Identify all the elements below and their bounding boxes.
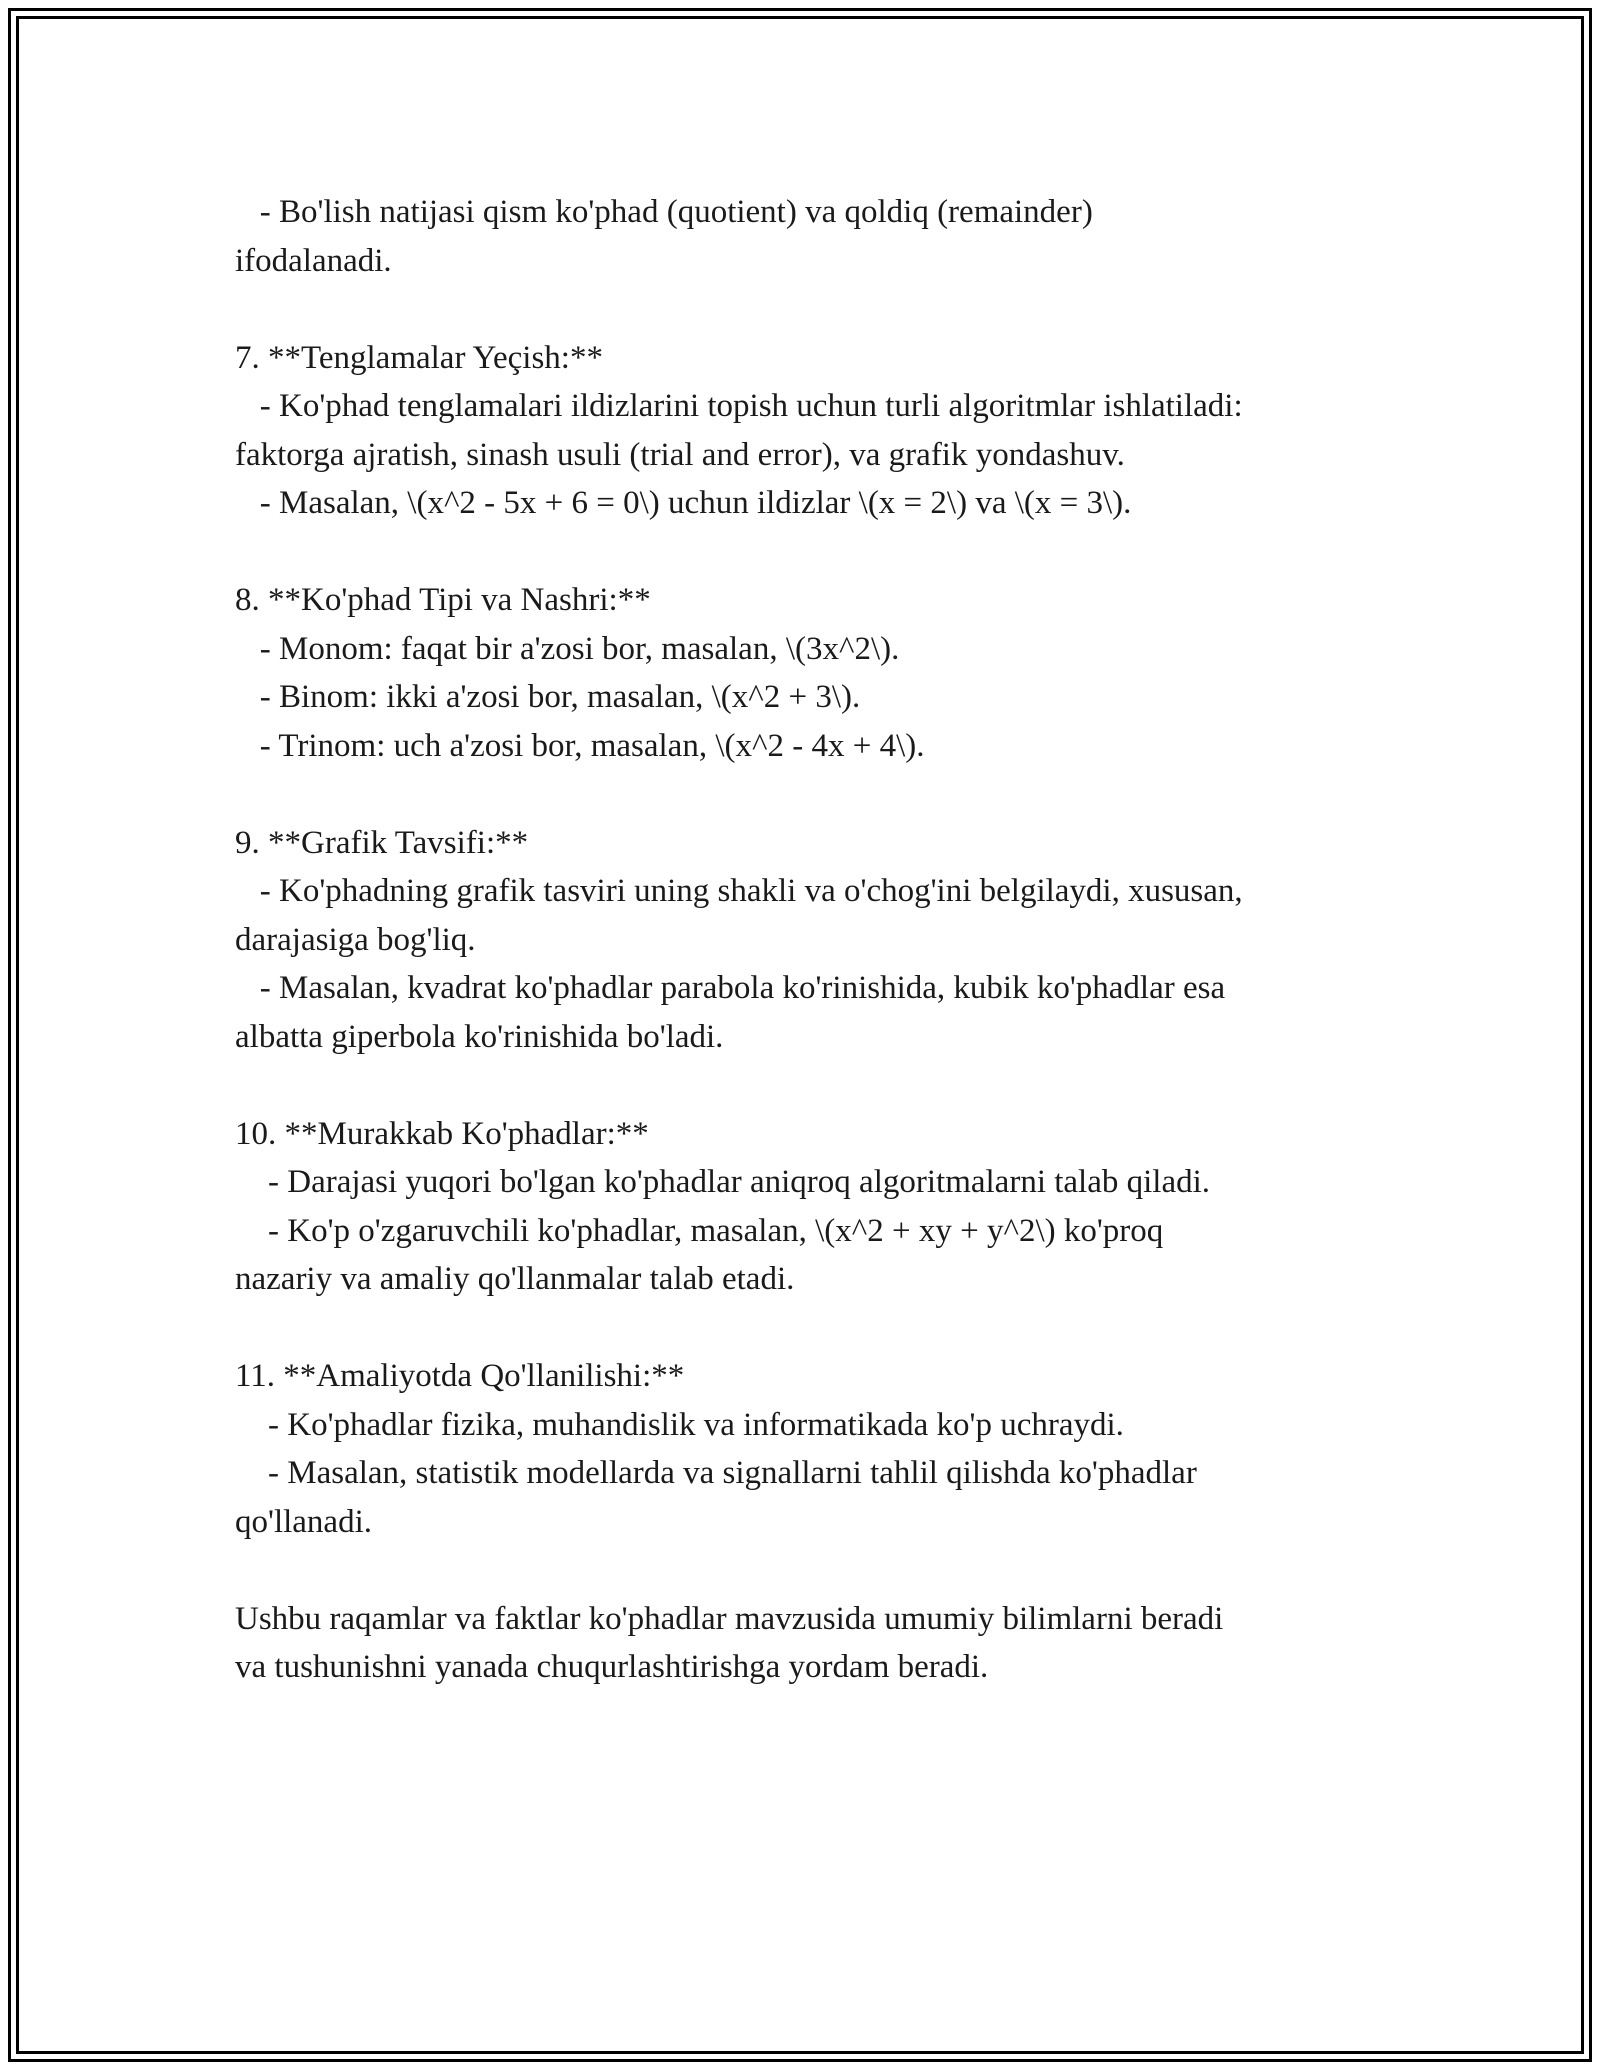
blank-line bbox=[235, 1061, 1375, 1110]
blank-line bbox=[235, 770, 1375, 819]
blank-line bbox=[235, 285, 1375, 334]
section-heading: 8. **Ko'phad Tipi va Nashri:** bbox=[235, 582, 651, 618]
section-heading: 7. **Tenglamalar Yeçish:** bbox=[235, 339, 603, 376]
text-line: - Darajasi yuqori bo'lgan ko'phadlar aniqroq algoritmalarni talab qiladi. bbox=[235, 1164, 1211, 1200]
text-line: darajasiga bog'liq. bbox=[235, 921, 476, 958]
blank-line bbox=[235, 1304, 1375, 1353]
text-line: qo'llanadi. bbox=[235, 1503, 372, 1540]
text-line: - Masalan, \(x^2 - 5x + 6 = 0\) uchun ildizlar \(x = 2\) va \(x = 3\). bbox=[235, 485, 1132, 521]
text-line: - Trinom: uch a'zosi bor, masalan, \(x^2 - 4x + 4\). bbox=[235, 727, 925, 764]
text-line: - Ko'p o'zgaruvchili ko'phadlar, masalan, \(x^2 + xy + y^2\) ko'proq bbox=[235, 1212, 1164, 1249]
document-body bbox=[235, 188, 1375, 1692]
blank-line bbox=[235, 1546, 1375, 1595]
section-heading: 10. **Murakkab Ko'phadlar:** bbox=[235, 1115, 649, 1152]
text-line: faktorga ajratish, sinash usuli (trial and error), va grafik yondashuv. bbox=[235, 436, 1125, 473]
blank-line bbox=[235, 528, 1375, 577]
conclusion-line: va tushunishni yanada chuqurlashtirishga yordam beradi. bbox=[235, 1649, 989, 1685]
text-line: - Binom: ikki a'zosi bor, masalan, \(x^2 + 3\). bbox=[235, 679, 861, 715]
text-line: albatta giperbola ko'rinishida bo'ladi. bbox=[235, 1018, 724, 1055]
text-line: - Masalan, statistik modellarda va signallarni tahlil qilishda ko'phadlar bbox=[235, 1455, 1197, 1491]
text-line: - Ko'phadning grafik tasviri uning shakli va o'chog'ini belgilaydi, xususan, bbox=[235, 873, 1243, 909]
text-line: nazariy va amaliy qo'llanmalar talab etadi. bbox=[235, 1261, 795, 1297]
section-heading: 11. **Amaliyotda Qo'llanilishi:** bbox=[235, 1358, 685, 1394]
text-line: - Bo'lish natijasi qism ko'phad (quotient) va qoldiq (remainder) bbox=[235, 194, 1093, 230]
text-line: - Ko'phad tenglamalari ildizlarini topish uchun turli algoritmlar ishlatiladi: bbox=[235, 388, 1243, 424]
text-line: ifodalanadi. bbox=[235, 242, 392, 279]
text-line: - Ko'phadlar fizika, muhandislik va informatikada ko'p uchraydi. bbox=[235, 1406, 1124, 1443]
section-heading: 9. **Grafik Tavsifi:** bbox=[235, 824, 529, 861]
text-line: - Masalan, kvadrat ko'phadlar parabola ko'rinishida, kubik ko'phadlar esa bbox=[235, 970, 1226, 1006]
text-line: - Monom: faqat bir a'zosi bor, masalan, \(3x^2\). bbox=[235, 630, 900, 667]
conclusion-line: Ushbu raqamlar va faktlar ko'phadlar mavzusida umumiy bilimlarni beradi bbox=[235, 1600, 1224, 1637]
